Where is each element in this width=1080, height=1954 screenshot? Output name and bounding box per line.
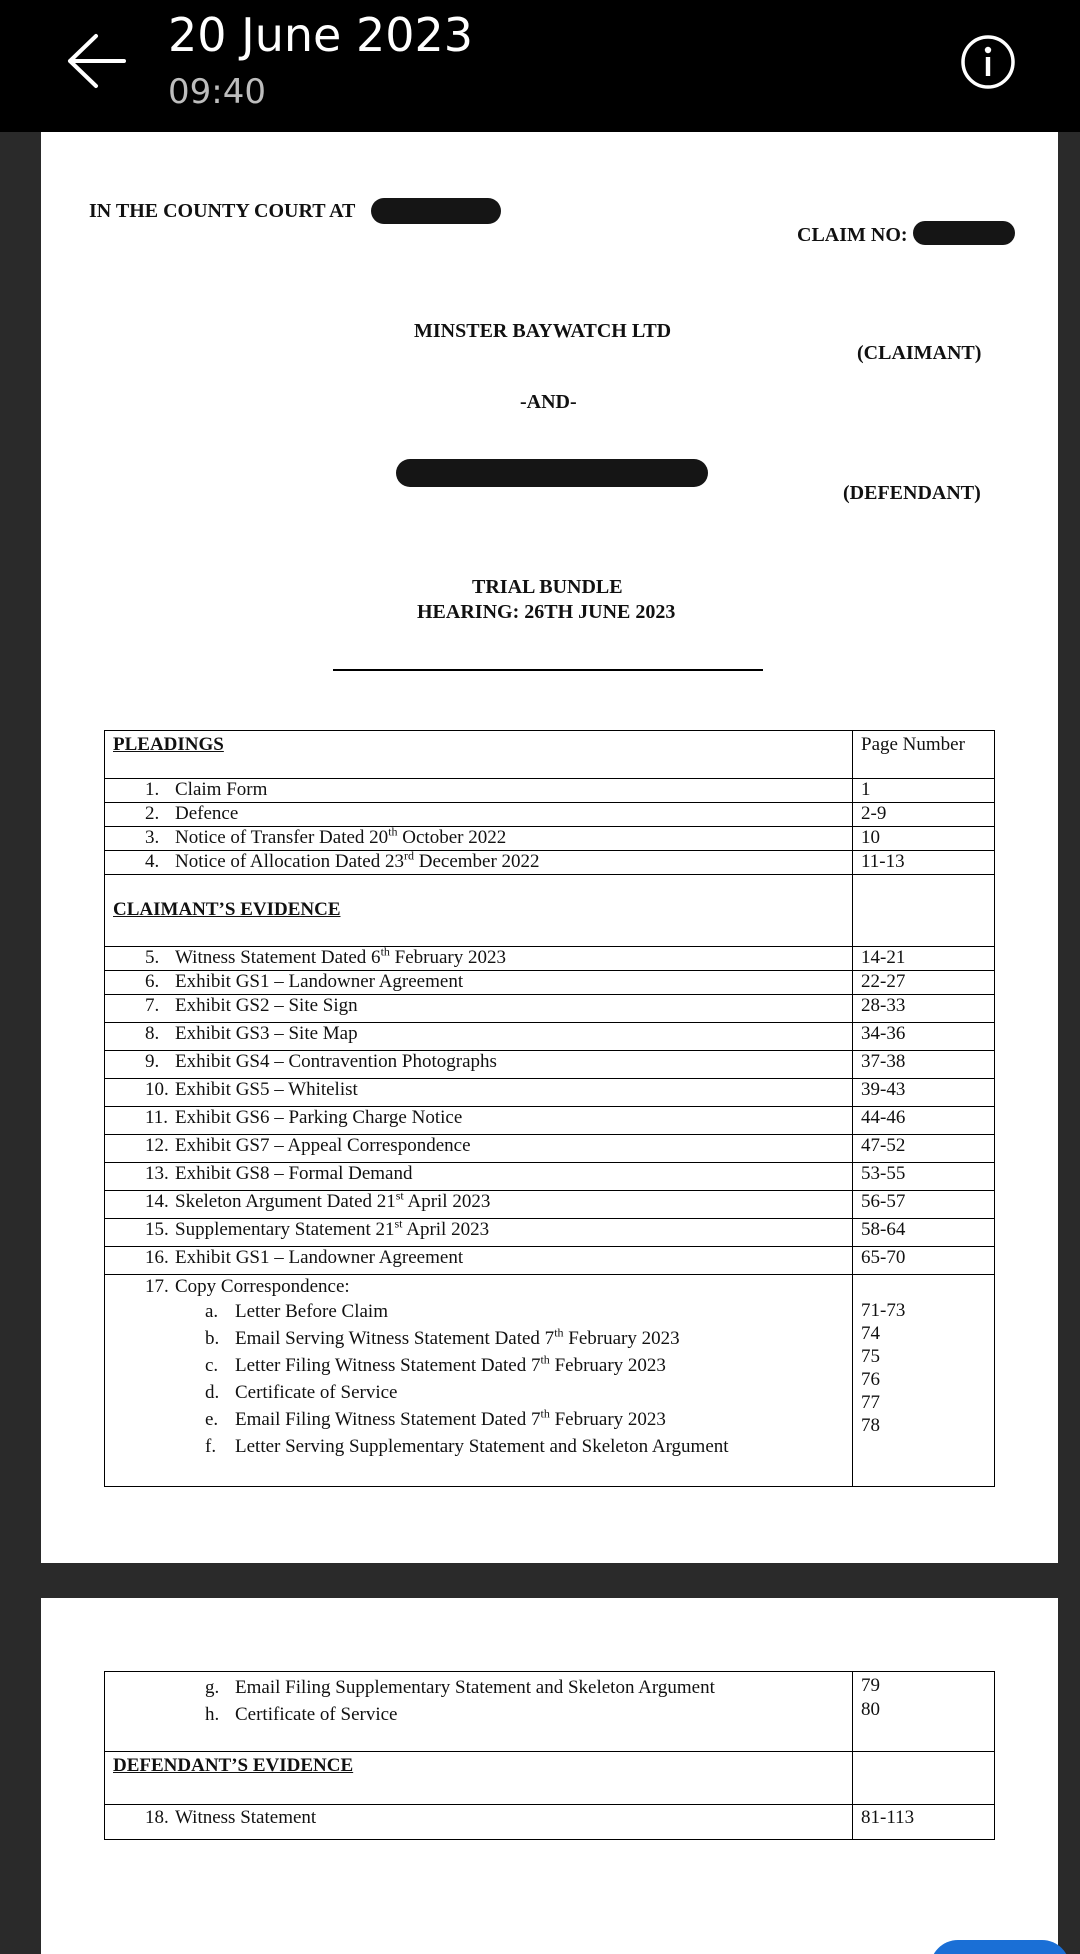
claim-number-label: CLAIM NO: bbox=[797, 224, 908, 246]
table-row: 15. Supplementary Statement 21st April 2023 58-64 bbox=[105, 1219, 995, 1247]
table-row: 13. Exhibit GS8 – Formal Demand 53-55 bbox=[105, 1163, 995, 1191]
back-arrow-icon[interactable] bbox=[62, 32, 126, 90]
redaction-court bbox=[371, 198, 501, 224]
header-time: 09:40 bbox=[168, 72, 266, 112]
table-row: 4. Notice of Allocation Dated 23rd December 2022 11-13 bbox=[105, 851, 995, 875]
table-row: 8. Exhibit GS3 – Site Map 34-36 bbox=[105, 1023, 995, 1051]
table-row: g. Email Filing Supplementary Statement and Skeleton Argument h. Certificate of Service 79 80 bbox=[105, 1672, 995, 1752]
pleadings-header: PLEADINGS bbox=[105, 731, 853, 779]
table-row: 17. Copy Correspondence: a. Letter Before Claim b. Email Serving Witness Statement Dated 7th February 2023 c. Letter Filing Witness Statement Dated 7th February 2023 d. Certificate of Service e. Email Filing Witness Statement Dated 7th February 2023 f. Letter Serving Supplementary Statement and Skeleton Argument 71-73 74 75 76 77 78 bbox=[105, 1275, 995, 1487]
table-row: 18. Witness Statement 81-113 bbox=[105, 1805, 995, 1840]
document-page-1[interactable] bbox=[41, 132, 1058, 1563]
and-separator: -AND- bbox=[520, 391, 577, 413]
claimant-name: MINSTER BAYWATCH LTD bbox=[414, 320, 672, 342]
table-row: 12. Exhibit GS7 – Appeal Correspondence 47-52 bbox=[105, 1135, 995, 1163]
top-app-bar bbox=[0, 0, 1080, 132]
table-row: 3. Notice of Transfer Dated 20th October 2022 10 bbox=[105, 827, 995, 851]
index-table bbox=[104, 730, 995, 1487]
table-row bbox=[105, 731, 995, 779]
floating-action-button[interactable] bbox=[930, 1940, 1070, 1954]
table-row bbox=[105, 1752, 995, 1805]
hearing-date: HEARING: 26TH JUNE 2023 bbox=[417, 601, 676, 623]
title-divider bbox=[333, 669, 763, 671]
document-page-2[interactable] bbox=[41, 1598, 1058, 1954]
page-number-header: Page Number bbox=[853, 731, 995, 779]
defendant-evidence-header: DEFENDANT’S EVIDENCE bbox=[105, 1752, 853, 1805]
table-row: 11. Exhibit GS6 – Parking Charge Notice 44-46 bbox=[105, 1107, 995, 1135]
table-row: 7. Exhibit GS2 – Site Sign 28-33 bbox=[105, 995, 995, 1023]
court-heading: IN THE COUNTY COURT AT bbox=[89, 200, 356, 222]
table-row: 1. Claim Form 1 bbox=[105, 779, 995, 803]
table-row: 10. Exhibit GS5 – Whitelist 39-43 bbox=[105, 1079, 995, 1107]
table-row: 16. Exhibit GS1 – Landowner Agreement 65-70 bbox=[105, 1247, 995, 1275]
table-row: 14. Skeleton Argument Dated 21st April 2023 56-57 bbox=[105, 1191, 995, 1219]
bundle-title: TRIAL BUNDLE bbox=[472, 576, 623, 598]
redaction-defendant-name bbox=[396, 459, 708, 487]
header-date: 20 June 2023 bbox=[168, 8, 474, 62]
table-row: 5. Witness Statement Dated 6th February 2023 14-21 bbox=[105, 947, 995, 971]
claimant-evidence-header: CLAIMANT’S EVIDENCE bbox=[105, 875, 853, 947]
table-row: 6. Exhibit GS1 – Landowner Agreement 22-27 bbox=[105, 971, 995, 995]
table-row: 2. Defence 2-9 bbox=[105, 803, 995, 827]
table-row: 9. Exhibit GS4 – Contravention Photographs 37-38 bbox=[105, 1051, 995, 1079]
index-table-continued bbox=[104, 1671, 995, 1840]
info-icon[interactable] bbox=[960, 34, 1016, 90]
redaction-claim-number bbox=[913, 221, 1015, 245]
claimant-role: (CLAIMANT) bbox=[857, 342, 982, 364]
defendant-role: (DEFENDANT) bbox=[843, 482, 981, 504]
table-row bbox=[105, 875, 995, 947]
